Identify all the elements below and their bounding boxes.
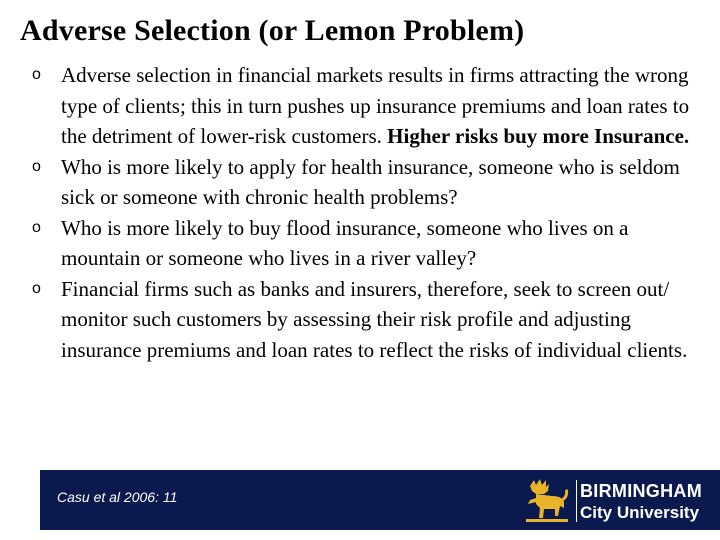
bullet-marker-icon: o (32, 157, 41, 175)
university-logo (522, 476, 702, 526)
bullet-marker-icon: o (32, 66, 41, 83)
bullet-body: Adverse selection in financial markets results in firms attracting the wrong type of clients; this in turn pushes up insurance premiums and loan rates to the detriment of lower-risk customers. (61, 63, 690, 148)
bullet-text: Who is more likely to buy flood insurance, someone who lives on a mountain or someone who lives in a river valley? (61, 215, 629, 270)
bullet-emphasis: Higher risks buy more Insurance. (387, 124, 690, 148)
slide-footer (0, 470, 720, 540)
bullet-marker-icon: o (32, 218, 41, 236)
bullet-text: Who is more likely to apply for health insurance, someone who is seldom sick or someone with chronic health problems? (61, 154, 680, 209)
bullet-item (32, 274, 692, 366)
logo-wordmark-line1: BIRMINGHAM (580, 481, 702, 501)
lion-icon (522, 476, 572, 526)
bullet-item (32, 152, 692, 213)
bullet-item (32, 60, 692, 152)
slide-title: Adverse Selection (or Lemon Problem) (20, 14, 525, 47)
bullet-text (61, 63, 689, 148)
citation: Casu et al 2006: 11 (57, 489, 178, 505)
logo-wordmark-line2: City University (580, 503, 700, 522)
bullet-list (32, 60, 692, 365)
bullet-marker-icon: o (32, 279, 41, 297)
bullet-item (32, 213, 692, 274)
bullet-text: Financial firms such as banks and insurers, therefore, seek to screen out/ monitor such customers by assessing their risk profile and adjusting insurance premiums and loan rates to reflect the risks of individual clients. (61, 276, 688, 362)
logo-divider (576, 480, 577, 522)
